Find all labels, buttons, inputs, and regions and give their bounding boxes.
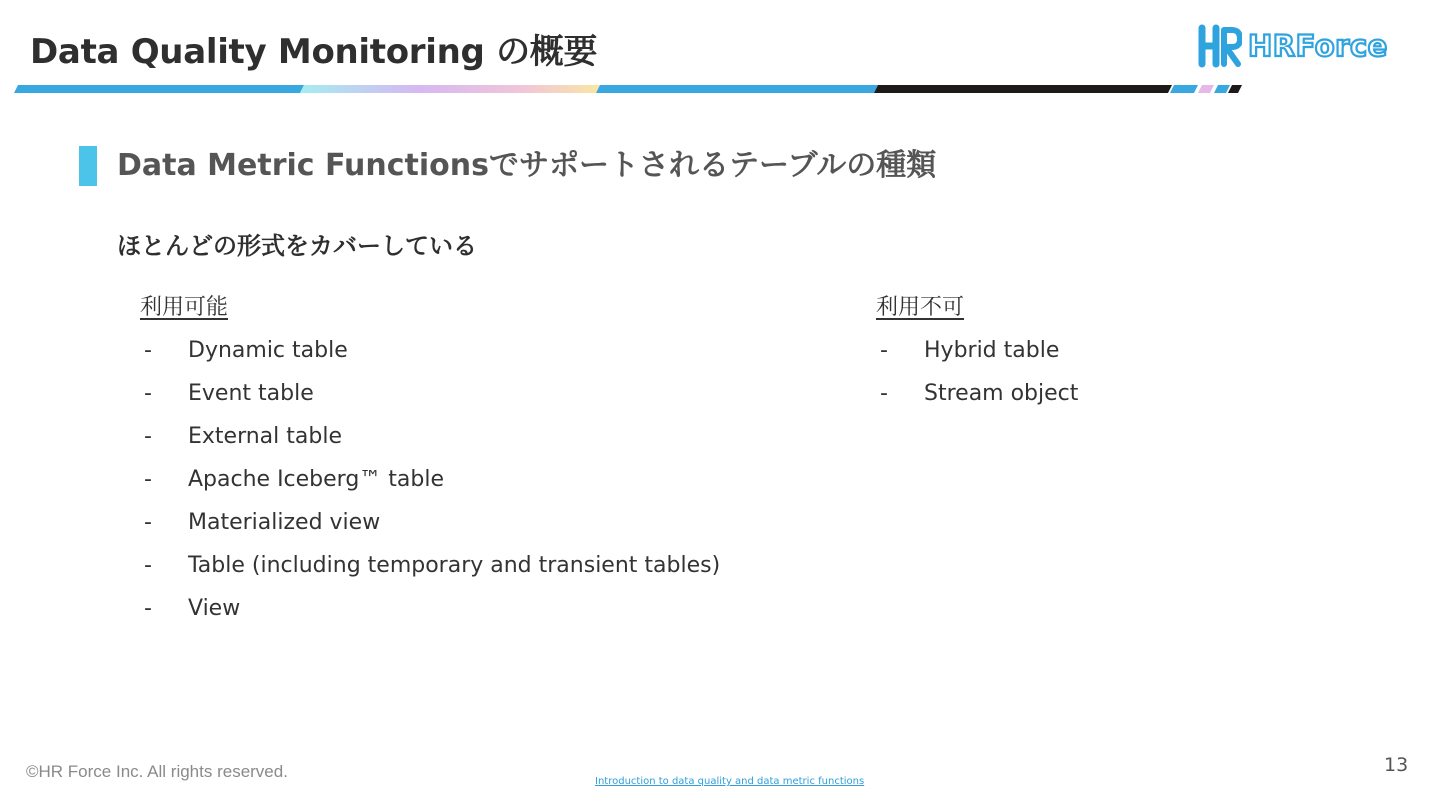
list-item-text: View bbox=[188, 596, 241, 621]
dash-bullet: - bbox=[144, 338, 152, 363]
unsupported-heading: 利用不可 bbox=[876, 295, 965, 320]
supported-column bbox=[140, 290, 720, 634]
dash-bullet: - bbox=[144, 510, 152, 535]
dash-bullet: - bbox=[144, 467, 152, 492]
list-item-text: External table bbox=[188, 424, 342, 449]
list-item bbox=[140, 548, 720, 591]
list-item bbox=[140, 376, 720, 419]
list-item-text: Dynamic table bbox=[188, 338, 348, 363]
list-item bbox=[140, 333, 720, 376]
logo-text: HRForce bbox=[1248, 29, 1388, 63]
reference-link[interactable]: Introduction to data quality and data metric functions bbox=[595, 776, 865, 787]
unsupported-column bbox=[876, 290, 1078, 419]
hrforce-logo bbox=[1196, 24, 1388, 68]
list-item-text: Table (including temporary and transient tables) bbox=[188, 553, 721, 578]
list-item-text: Apache Iceberg™ table bbox=[188, 467, 445, 492]
page-number: 13 bbox=[1384, 754, 1409, 776]
hr-mark-icon bbox=[1196, 24, 1242, 68]
list-item bbox=[876, 376, 1078, 419]
supported-list bbox=[140, 333, 720, 634]
slide-title: Data Quality Monitoring の概要 bbox=[30, 32, 598, 72]
dash-bullet: - bbox=[880, 381, 888, 406]
supported-heading: 利用可能 bbox=[140, 295, 229, 320]
header-stripe bbox=[0, 84, 1440, 94]
dash-bullet: - bbox=[880, 338, 888, 363]
list-item-text: Hybrid table bbox=[924, 338, 1060, 363]
dash-bullet: - bbox=[144, 381, 152, 406]
section-title: Data Metric Functionsでサポートされるテーブルの種類 bbox=[117, 148, 937, 183]
section-subtitle: ほとんどの形式をカバーしている bbox=[117, 232, 477, 260]
dash-bullet: - bbox=[144, 596, 152, 621]
unsupported-list bbox=[876, 333, 1078, 419]
list-item-text: Materialized view bbox=[188, 510, 381, 535]
list-item-text: Event table bbox=[188, 381, 314, 406]
copyright-text: ©HR Force Inc. All rights reserved. bbox=[26, 762, 288, 781]
section-accent-bar bbox=[79, 146, 97, 186]
list-item bbox=[876, 333, 1078, 376]
dash-bullet: - bbox=[144, 553, 152, 578]
list-item-text: Stream object bbox=[924, 381, 1079, 406]
list-item bbox=[140, 419, 720, 462]
list-item bbox=[140, 462, 720, 505]
dash-bullet: - bbox=[144, 424, 152, 449]
list-item bbox=[140, 591, 720, 634]
list-item bbox=[140, 505, 720, 548]
